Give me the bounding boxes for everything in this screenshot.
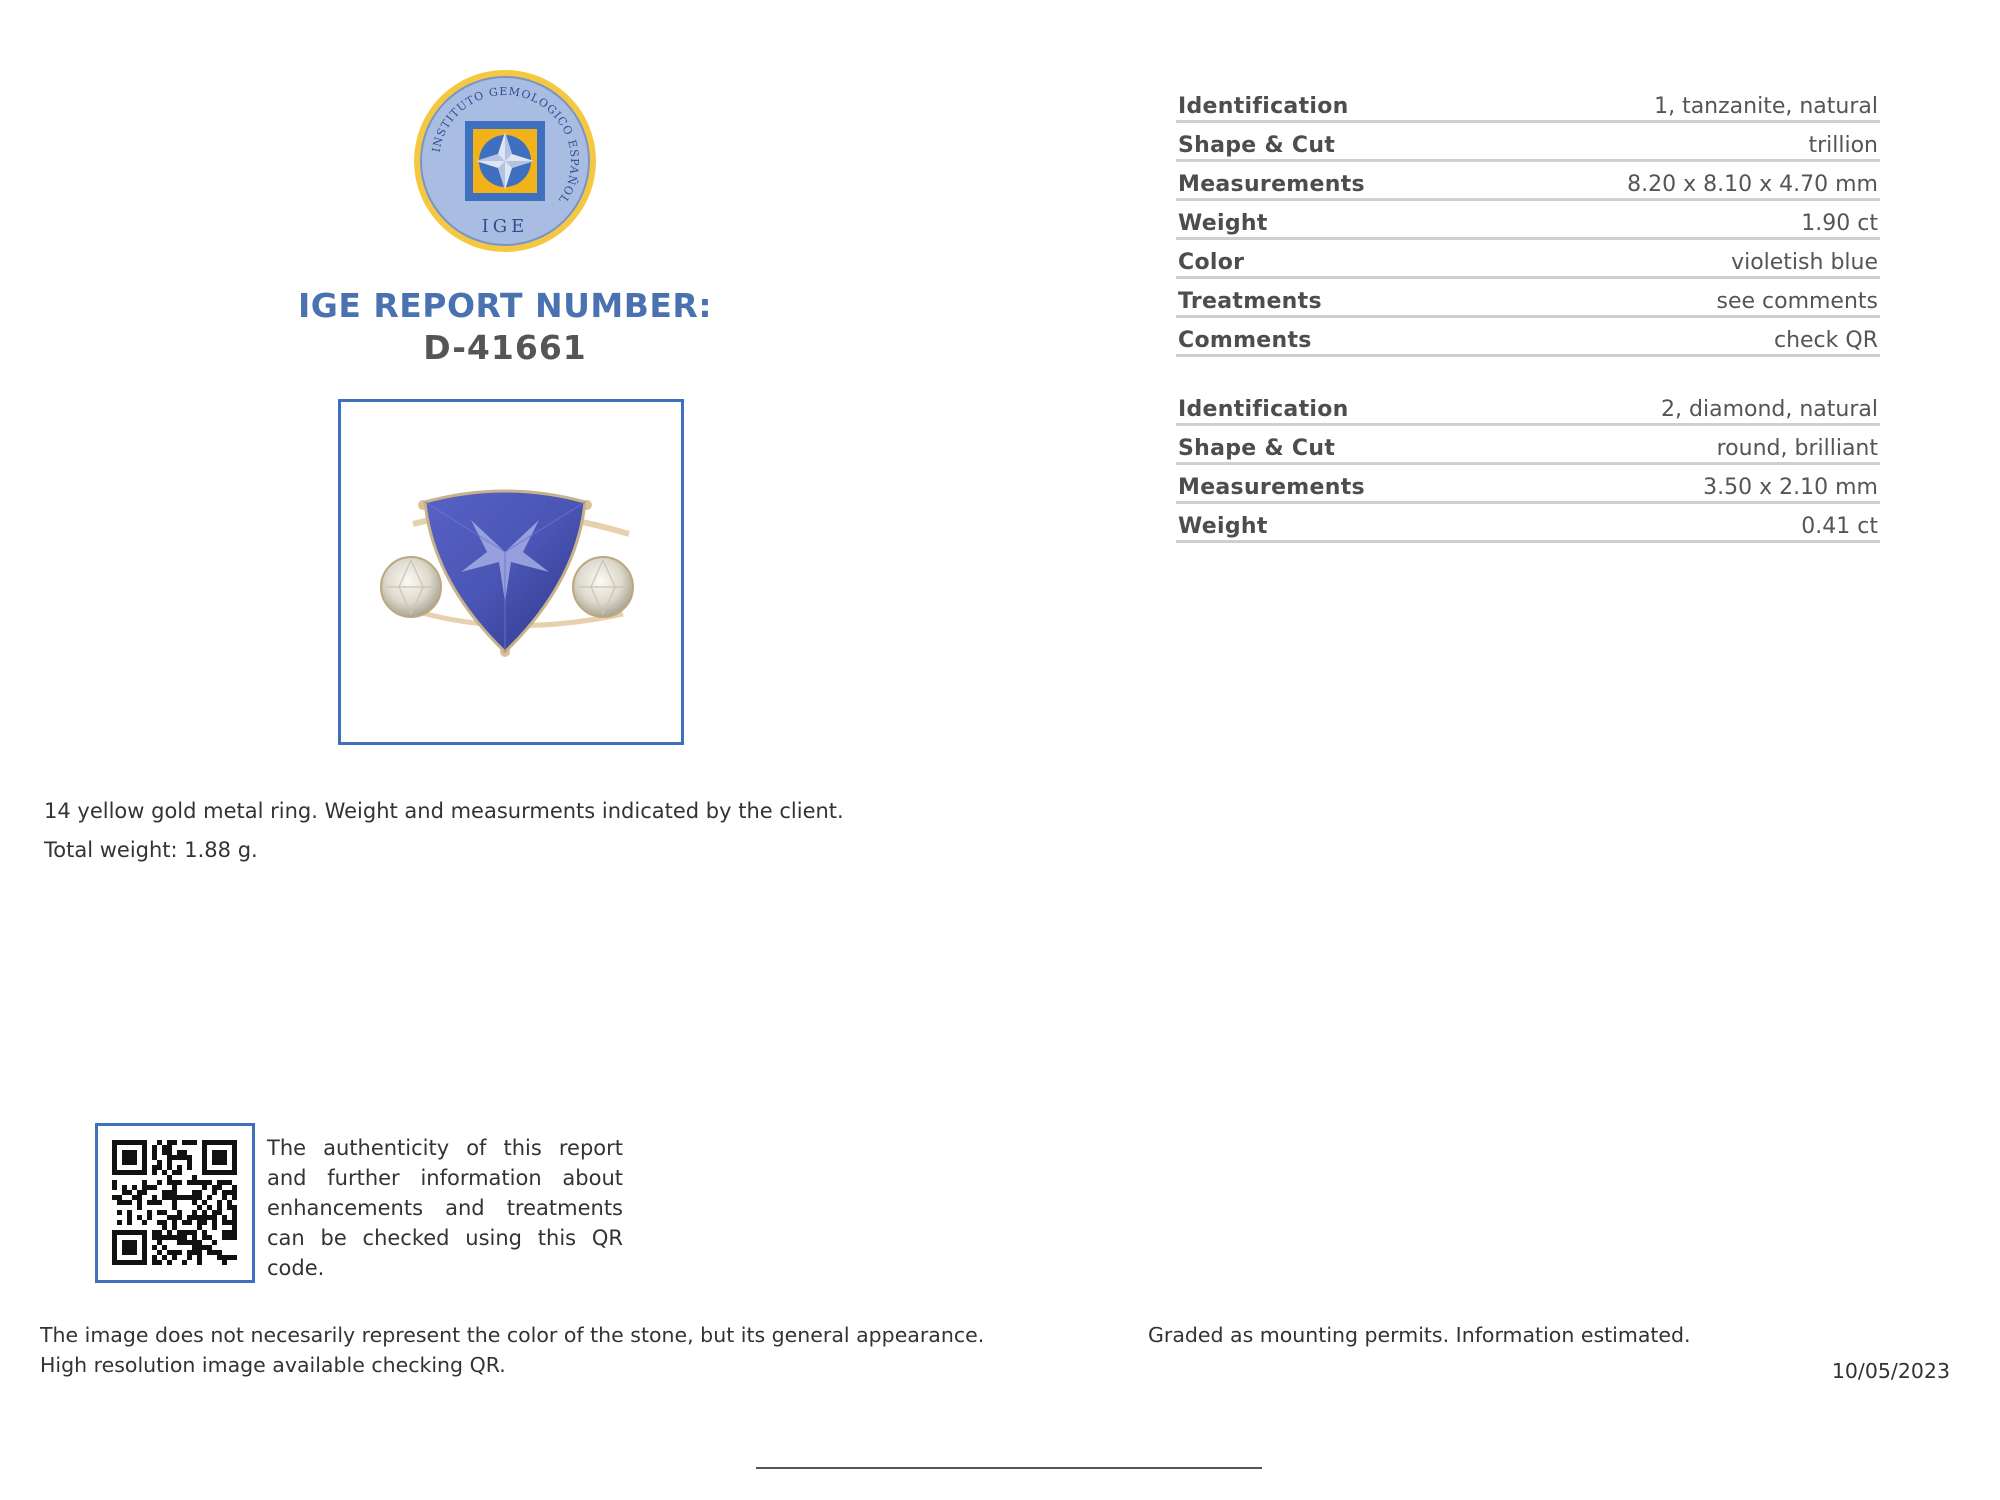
ige-logo (412, 68, 598, 254)
row-label: Comments (1178, 328, 1312, 353)
row-label: Measurements (1178, 172, 1365, 197)
report-number-value: D-41661 (423, 328, 587, 367)
row-value: trillion (1808, 133, 1878, 158)
stone-1-row (1176, 279, 1880, 318)
stone-1-row (1176, 123, 1880, 162)
stone-1-row (1176, 162, 1880, 201)
stone-1-row (1176, 201, 1880, 240)
image-disclaimer (40, 1320, 984, 1380)
description-line-2: Total weight: 1.88 g. (44, 838, 258, 862)
row-label: Measurements (1178, 475, 1365, 500)
ring-description (44, 792, 844, 870)
graded-note: Graded as mounting permits. Information estimated. (1148, 1323, 1691, 1347)
row-value: 8.20 x 8.10 x 4.70 mm (1627, 172, 1878, 197)
row-value: 1.90 ct (1801, 211, 1878, 236)
ige-seal-icon (412, 68, 598, 254)
description-line-1: 14 yellow gold metal ring. Weight and measurments indicated by the client. (44, 799, 844, 823)
stone-1-row (1176, 84, 1880, 123)
row-value: 1, tanzanite, natural (1654, 94, 1878, 119)
row-label: Shape & Cut (1178, 133, 1336, 158)
row-label: Treatments (1178, 289, 1322, 314)
row-value: 2, diamond, natural (1661, 397, 1878, 422)
stone-2-table (1176, 387, 1880, 543)
row-label: Shape & Cut (1178, 436, 1336, 461)
row-label: Identification (1178, 397, 1349, 422)
stone-2-row (1176, 426, 1880, 465)
report-date: 10/05/2023 (1831, 1359, 1950, 1383)
svg-text:INSTITUTO GEMOLOGICO ESPAÑOL: INSTITUTO GEMOLOGICO ESPAÑOL (429, 84, 582, 207)
svg-text:IGE: IGE (481, 216, 529, 237)
row-value: round, brilliant (1716, 436, 1878, 461)
qr-code-icon (98, 1126, 252, 1280)
qr-explanation: The authenticity of this report and further information about enhancements and treatments can be checked using this QR code. (267, 1136, 623, 1280)
row-value: 3.50 x 2.10 mm (1703, 475, 1878, 500)
row-value: violetish blue (1731, 250, 1878, 275)
row-value: see comments (1716, 289, 1878, 314)
stone-2-row (1176, 387, 1880, 426)
row-label: Weight (1178, 211, 1268, 236)
qr-code[interactable] (95, 1123, 255, 1283)
image-note-2: High resolution image available checking QR. (40, 1353, 506, 1377)
signature-line (756, 1467, 1262, 1469)
row-value: check QR (1773, 328, 1878, 353)
stone-1-table (1176, 84, 1880, 357)
report-number-label: IGE REPORT NUMBER: (297, 286, 713, 325)
row-value: 0.41 ct (1801, 514, 1878, 539)
stone-1-row (1176, 318, 1880, 357)
image-note-1: The image does not necesarily represent the color of the stone, but its general appearance. (40, 1323, 985, 1347)
stone-2-row (1176, 465, 1880, 504)
stone-2-row (1176, 504, 1880, 543)
ring-photo-icon (341, 402, 681, 742)
stone-1-row (1176, 240, 1880, 279)
row-label: Identification (1178, 94, 1349, 119)
ring-photo (338, 399, 684, 745)
row-label: Weight (1178, 514, 1268, 539)
row-label: Color (1178, 250, 1245, 275)
